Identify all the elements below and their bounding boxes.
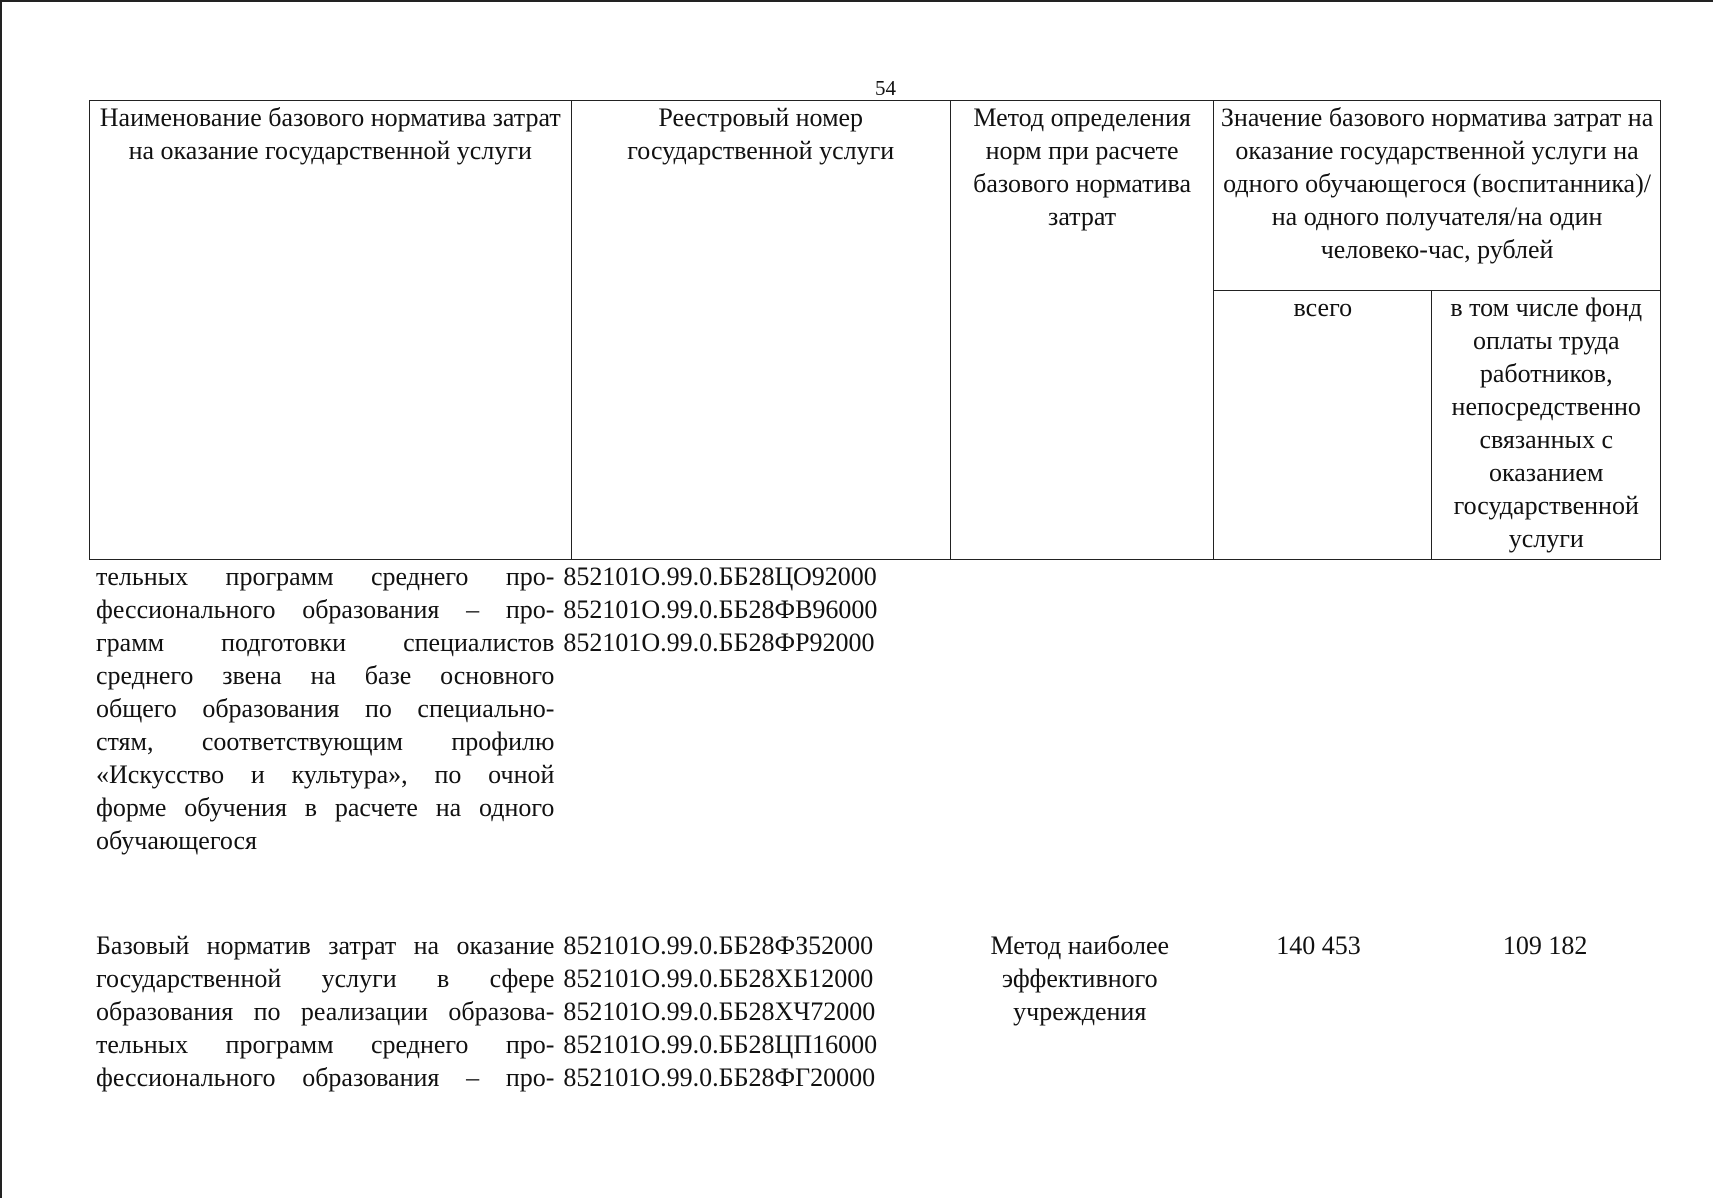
name-line: стям, соответствующим профилю	[96, 727, 555, 756]
method-line: учреждения	[1013, 997, 1147, 1026]
registry-code: 852101О.99.0.ББ28ФГ20000	[563, 1063, 876, 1092]
registry-code: 852101О.99.0.ББ28ФВ96000	[563, 595, 878, 624]
registry-code: 852101О.99.0.ББ28ФЗ52000	[563, 931, 874, 960]
name-line: общего образования по специально-	[96, 694, 555, 723]
registry-code: 852101О.99.0.ББ28ЦО92000	[563, 562, 877, 591]
name-line: фессионального образования – про-	[96, 1063, 555, 1092]
header-method-cell	[950, 101, 1213, 560]
registry-code: 852101О.99.0.ББ28ХБ12000	[563, 964, 874, 993]
registry-code: 852101О.99.0.ББ28ЦП16000	[563, 1030, 878, 1059]
page-number: 54	[875, 76, 896, 100]
name-line: «Искусство и культура», по очной	[96, 760, 555, 789]
table-row	[96, 929, 1666, 1094]
row-total: 140 453	[1276, 931, 1361, 960]
header-name-cell	[90, 101, 572, 560]
name-line: фессионального образования – про-	[96, 595, 555, 624]
table-header	[89, 100, 1661, 560]
name-line: тельных программ среднего про-	[96, 562, 555, 591]
header-value-cell	[1214, 101, 1661, 291]
name-line: тельных программ среднего про-	[96, 1030, 555, 1059]
header-value: Значение базового норматива затрат на оказание государственной услуги на одного обучающегося (воспитанника)/на одного получателя/на один человеко-час, рублей	[1220, 103, 1654, 264]
registry-code: 852101О.99.0.ББ28ХЧ72000	[563, 997, 876, 1026]
method-line: эффективного	[1001, 964, 1158, 993]
table-body	[96, 560, 1666, 1094]
name-line: среднего звена на базе основного	[96, 661, 555, 690]
row-wage: 109 182	[1502, 931, 1588, 960]
table-row	[96, 560, 1666, 857]
row-name	[96, 560, 554, 857]
header-method: Метод определения норм при расчете базового норматива затрат	[973, 103, 1192, 231]
name-line: форме обучения в расчете на одного	[96, 793, 555, 822]
name-line: обучающегося	[96, 826, 258, 855]
row-name	[96, 929, 554, 1094]
header-wage-cell	[1432, 291, 1661, 560]
method-line: Метод наиболее	[990, 931, 1170, 960]
header-total-cell	[1214, 291, 1432, 560]
row-codes	[554, 929, 947, 1094]
header-total: всего	[1293, 293, 1353, 322]
name-line: грамм подготовки специалистов	[96, 628, 555, 657]
row-method	[947, 929, 1213, 1028]
header-registry-cell	[571, 101, 950, 560]
header-name: Наименование базового норматива затрат на оказание государственной услуги	[99, 103, 561, 165]
header-registry: Реестровый номер государственной услуги	[627, 103, 895, 165]
name-line: государственной услуги в сфере	[96, 964, 555, 993]
row-codes	[554, 560, 947, 659]
name-line: образования по реализации образова-	[96, 997, 555, 1026]
name-line: Базовый норматив затрат на оказание	[96, 931, 555, 960]
registry-code: 852101О.99.0.ББ28ФР92000	[563, 628, 875, 657]
header-wage: в том числе фонд оплаты труда работников, непосредственно связанных с оказанием государственной услуги	[1450, 293, 1643, 553]
